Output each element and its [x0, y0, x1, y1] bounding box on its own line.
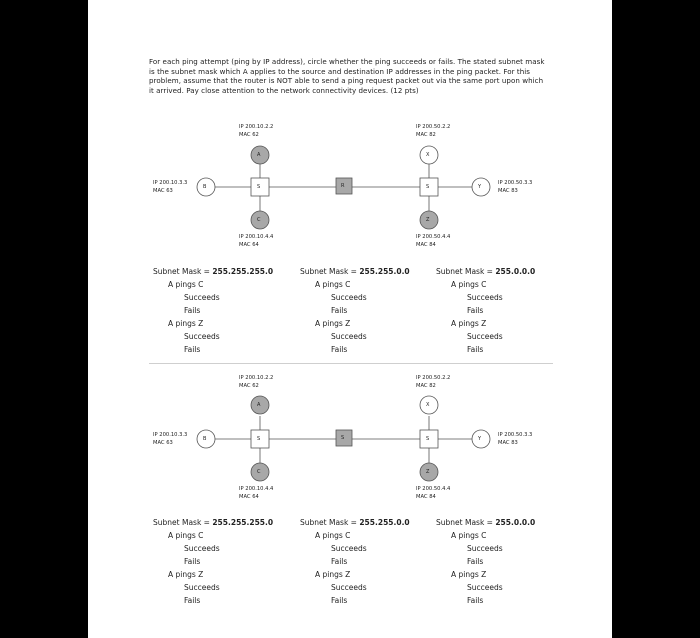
host-z-ip: IP 200.50.4.4 [416, 234, 451, 240]
ping-z-succeeds-option[interactable]: Succeeds [467, 332, 503, 341]
ping-z-prompt: A pings Z [315, 319, 351, 328]
host-b-ip: IP 200.10.3.3 [153, 432, 188, 438]
document-page [88, 0, 612, 638]
ping-z-fails-option[interactable]: Fails [184, 596, 201, 605]
ping-c-prompt: A pings C [451, 280, 487, 289]
ping-c-fails-option[interactable]: Fails [184, 557, 201, 566]
host-a-mac: MAC 62 [239, 132, 259, 138]
ping-z-prompt: A pings Z [315, 570, 351, 579]
host-b-mac: MAC 63 [153, 188, 173, 194]
host-z-mac: MAC 84 [416, 242, 436, 248]
ping-c-fails-option[interactable]: Fails [467, 306, 484, 315]
ping-c-prompt: A pings C [168, 531, 204, 540]
ping-c-prompt: A pings C [315, 280, 351, 289]
mask-prefix: Subnet Mask = [300, 518, 360, 527]
ping-c-succeeds-option[interactable]: Succeeds [467, 544, 503, 553]
mask-value: 255.0.0.0 [495, 267, 536, 276]
switch-left-label: S [257, 436, 261, 442]
center-device-label: R [341, 183, 345, 189]
ping-c-succeeds-option[interactable]: Succeeds [467, 293, 503, 302]
host-x-mac: MAC 82 [416, 383, 436, 389]
ping-z-prompt: A pings Z [168, 319, 204, 328]
host-c-mac: MAC 64 [239, 242, 259, 248]
host-a-ip: IP 200.10.2.2 [239, 375, 274, 381]
host-b-label: B [203, 184, 207, 190]
ping-c-succeeds-option[interactable]: Succeeds [331, 293, 367, 302]
subnet-mask-line [436, 267, 535, 276]
mask-prefix: Subnet Mask = [436, 518, 496, 527]
ping-z-succeeds-option[interactable]: Succeeds [331, 332, 367, 341]
ping-z-prompt: A pings Z [451, 570, 487, 579]
center-device-label: S [341, 435, 345, 441]
ping-z-succeeds-option[interactable]: Succeeds [184, 332, 220, 341]
ping-z-succeeds-option[interactable]: Succeeds [467, 583, 503, 592]
switch-right-label: S [426, 436, 430, 442]
subnet-mask-line [300, 518, 410, 527]
host-x-ip: IP 200.50.2.2 [416, 375, 451, 381]
host-a-mac: MAC 62 [239, 383, 259, 389]
question-set-2 [88, 518, 612, 618]
ping-c-prompt: A pings C [315, 531, 351, 540]
mask-prefix: Subnet Mask = [153, 267, 213, 276]
network-diagram-2 [88, 370, 612, 510]
host-z-ip: IP 200.50.4.4 [416, 486, 451, 492]
ping-c-succeeds-option[interactable]: Succeeds [331, 544, 367, 553]
subnet-mask-line [153, 518, 273, 527]
host-c-label: C [257, 217, 261, 223]
ping-z-fails-option[interactable]: Fails [467, 596, 484, 605]
ping-z-succeeds-option[interactable]: Succeeds [184, 583, 220, 592]
ping-z-fails-option[interactable]: Fails [331, 345, 348, 354]
mask-prefix: Subnet Mask = [436, 267, 496, 276]
host-x-mac: MAC 82 [416, 132, 436, 138]
mask-value: 255.255.0.0 [359, 267, 410, 276]
ping-z-prompt: A pings Z [168, 570, 204, 579]
section-divider [149, 363, 553, 364]
ping-z-fails-option[interactable]: Fails [467, 345, 484, 354]
host-y-mac: MAC 83 [498, 440, 518, 446]
ping-z-fails-option[interactable]: Fails [184, 345, 201, 354]
ping-z-fails-option[interactable]: Fails [331, 596, 348, 605]
host-y-mac: MAC 83 [498, 188, 518, 194]
host-x-label: X [426, 402, 430, 408]
ping-c-prompt: A pings C [451, 531, 487, 540]
ping-c-succeeds-option[interactable]: Succeeds [184, 544, 220, 553]
mask-prefix: Subnet Mask = [300, 267, 360, 276]
subnet-mask-line [436, 518, 535, 527]
host-z-label: Z [426, 469, 430, 475]
subnet-mask-line [153, 267, 273, 276]
host-c-ip: IP 200.10.4.4 [239, 234, 274, 240]
host-a-ip: IP 200.10.2.2 [239, 124, 274, 130]
instructions-text: For each ping attempt (ping by IP address), circle whether the ping succeeds or fails. The stated subnet mask is the subnet mask which A applies to the source and destination IP addresses in the ping packet. For this problem, assume that the router is NOT able to send a ping request packet out via the same port upon which it arrived. Pay close attention to the network connectivity devices. (12 pts) [149, 57, 545, 95]
host-x-ip: IP 200.50.2.2 [416, 124, 451, 130]
host-b-ip: IP 200.10.3.3 [153, 180, 188, 186]
mask-value: 255.255.255.0 [212, 267, 274, 276]
host-a-label: A [257, 402, 261, 408]
host-a-label: A [257, 152, 261, 158]
subnet-mask-line [300, 267, 410, 276]
switch-right-label: S [426, 184, 430, 190]
host-y-ip: IP 200.50.3.3 [498, 180, 533, 186]
question-set-1 [88, 267, 612, 367]
ping-c-succeeds-option[interactable]: Succeeds [184, 293, 220, 302]
host-y-label: Y [478, 184, 482, 190]
switch-left-label: S [257, 184, 261, 190]
mask-prefix: Subnet Mask = [153, 518, 213, 527]
ping-c-fails-option[interactable]: Fails [184, 306, 201, 315]
host-c-ip: IP 200.10.4.4 [239, 486, 274, 492]
mask-value: 255.255.0.0 [359, 518, 410, 527]
host-z-mac: MAC 84 [416, 494, 436, 500]
ping-z-succeeds-option[interactable]: Succeeds [331, 583, 367, 592]
host-y-ip: IP 200.50.3.3 [498, 432, 533, 438]
ping-c-prompt: A pings C [168, 280, 204, 289]
mask-value: 255.255.255.0 [212, 518, 274, 527]
ping-c-fails-option[interactable]: Fails [331, 306, 348, 315]
host-c-label: C [257, 469, 261, 475]
ping-c-fails-option[interactable]: Fails [331, 557, 348, 566]
host-y-label: Y [478, 436, 482, 442]
ping-c-fails-option[interactable]: Fails [467, 557, 484, 566]
host-b-mac: MAC 63 [153, 440, 173, 446]
host-z-label: Z [426, 217, 430, 223]
host-b-label: B [203, 436, 207, 442]
network-diagram-1 [88, 118, 612, 258]
ping-z-prompt: A pings Z [451, 319, 487, 328]
host-x-label: X [426, 152, 430, 158]
host-c-mac: MAC 64 [239, 494, 259, 500]
mask-value: 255.0.0.0 [495, 518, 536, 527]
